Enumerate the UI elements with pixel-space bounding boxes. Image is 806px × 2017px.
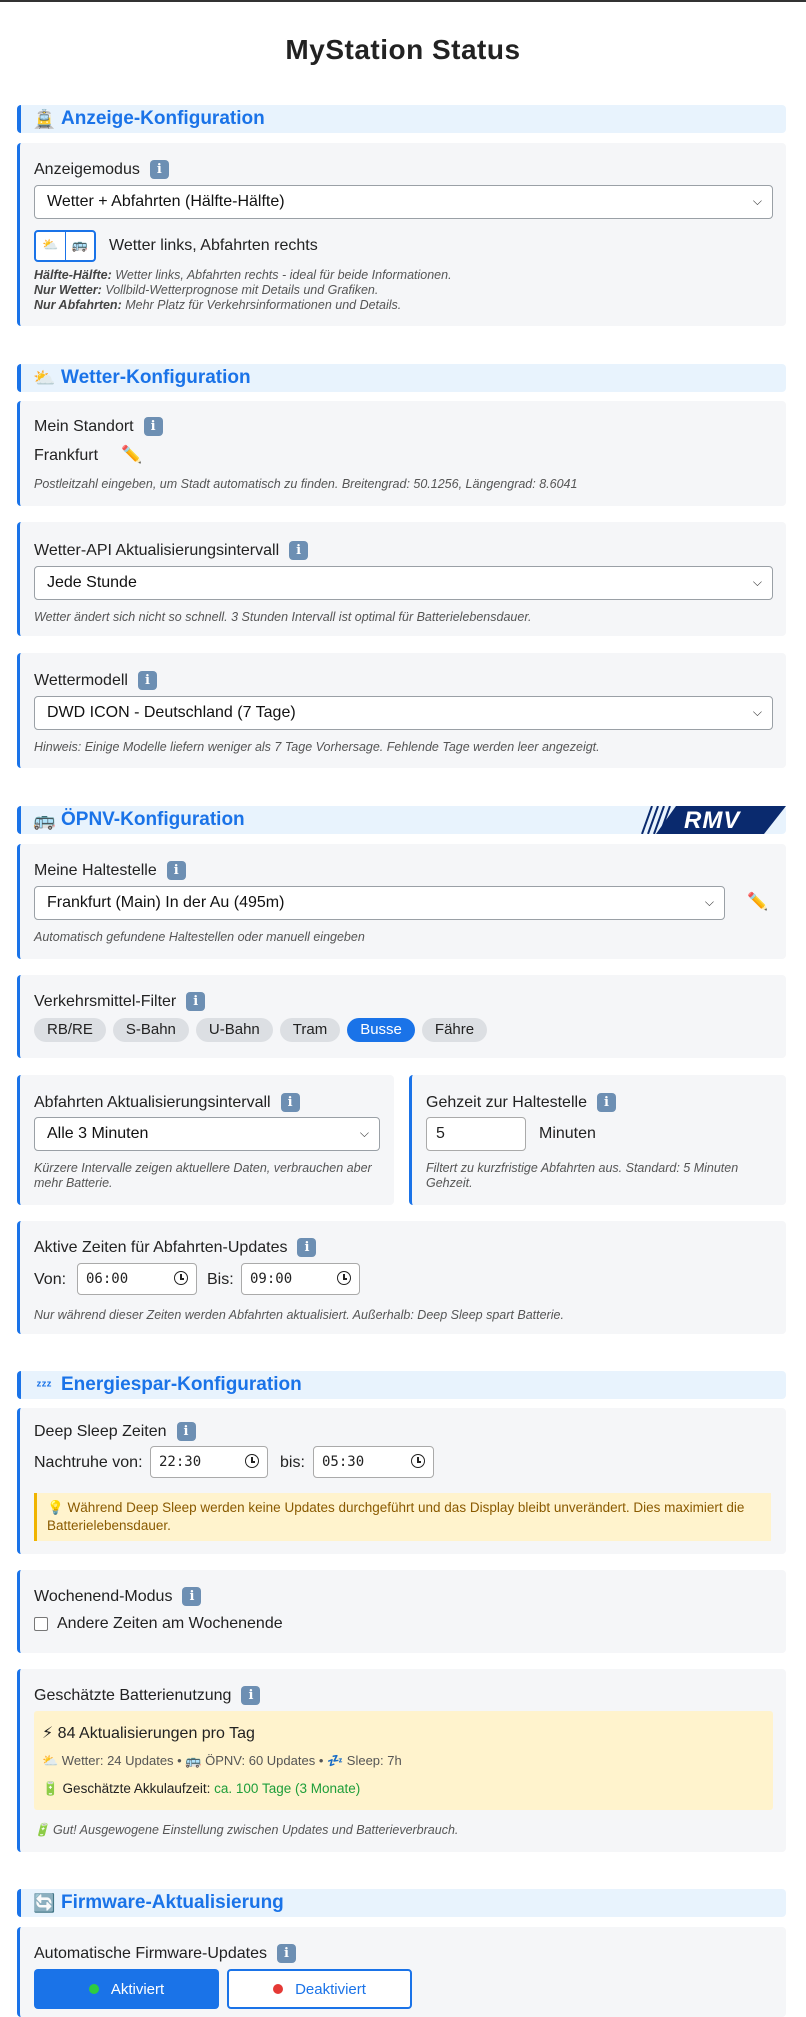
section-title: Anzeige-Konfiguration xyxy=(61,108,265,129)
rmv-logo xyxy=(636,806,786,834)
model-hint: Hinweis: Einige Modelle liefern weniger als 7 Tage Vorhersage. Fehlende Tage werden leer angezeigt. xyxy=(34,740,600,754)
weather-interval-select[interactable] xyxy=(34,566,773,600)
field-label-text: Wettermodell xyxy=(34,671,128,689)
interval-hint: Wetter ändert sich nicht so schnell. 3 Stunden Intervall ist optimal für Batterielebensdauer. xyxy=(34,610,532,624)
select-value: Wetter + Abfahrten (Hälfte-Hälfte) xyxy=(47,193,285,210)
section-title: ÖPNV-Konfiguration xyxy=(61,809,245,830)
card-wochenend-modus xyxy=(17,1570,786,1653)
field-label-text: Gehzeit zur Haltestelle xyxy=(426,1093,587,1111)
stop-hint: Automatisch gefundene Haltestellen oder manuell eingeben xyxy=(34,930,365,944)
section-header-oepnv xyxy=(17,806,786,834)
button-label: Aktiviert xyxy=(110,1980,165,1998)
chevron-down-icon: ⌵ xyxy=(359,1126,369,1140)
battery-runtime-label: 🔋 Geschätzte Akkulaufzeit: xyxy=(42,1781,211,1796)
field-label xyxy=(34,1422,196,1441)
hint-text: Vollbild-Wetterprognose mit Details und Grafiken. xyxy=(101,283,379,297)
field-label-text: Verkehrsmittel-Filter xyxy=(34,992,177,1010)
select-value: Frankfurt (Main) In der Au (495m) xyxy=(47,894,285,911)
filter-pill-s-bahn[interactable]: S-Bahn xyxy=(113,1018,189,1042)
card-wetter-intervall xyxy=(17,522,786,636)
walk-time-input[interactable] xyxy=(426,1117,526,1151)
field-label-text: Mein Standort xyxy=(34,417,134,435)
clock-icon[interactable] xyxy=(245,1454,259,1468)
field-label xyxy=(34,1587,201,1606)
info-icon[interactable]: i xyxy=(144,417,163,436)
walk-time-hint: Filtert zu kurzfristige Abfahrten aus. Standard: 5 Minuten Gehzeit. xyxy=(426,1161,739,1190)
card-batterienutzung xyxy=(17,1669,786,1852)
card-abfahrt-intervall xyxy=(17,1075,394,1205)
location-value: Frankfurt xyxy=(34,447,99,464)
field-label-text: Deep Sleep Zeiten xyxy=(34,1422,167,1440)
field-label-text: Meine Haltestelle xyxy=(34,861,157,879)
card-aktive-zeiten xyxy=(17,1221,786,1334)
chevron-down-icon: ⌵ xyxy=(752,575,762,589)
departure-interval-hint: Kürzere Intervalle zeigen aktuellere Daten, verbrauchen aber mehr Batterie. xyxy=(34,1161,372,1190)
select-value: Alle 3 Minuten xyxy=(47,1125,149,1142)
pencil-icon[interactable]: ✏️ xyxy=(121,445,143,464)
filter-pills xyxy=(34,1018,494,1042)
info-icon[interactable]: i xyxy=(167,861,186,880)
card-standort xyxy=(17,401,786,506)
red-dot-icon xyxy=(273,1984,283,1994)
select-value: DWD ICON - Deutschland (7 Tage) xyxy=(47,704,296,721)
sun-cloud-icon: ⛅ xyxy=(33,367,56,388)
field-label xyxy=(426,1093,616,1112)
night-to-time-input[interactable] xyxy=(313,1446,434,1478)
hint-text: Mehr Platz für Verkehrsinformationen und Details. xyxy=(121,298,402,312)
field-label xyxy=(34,861,186,880)
card-gehzeit xyxy=(409,1075,786,1205)
card-wettermodell xyxy=(17,653,786,768)
weekend-checkbox-label: Andere Zeiten am Wochenende xyxy=(57,1615,283,1632)
section-title: Firmware-Aktualisierung xyxy=(61,1892,284,1913)
update-breakdown: ⛅ Wetter: 24 Updates • 🚌 ÖPNV: 60 Updates • 💤 Sleep: 7h xyxy=(42,1753,402,1768)
section-title: Wetter-Konfiguration xyxy=(61,367,251,388)
night-from-label: Nachtruhe von: xyxy=(34,1454,143,1471)
active-from-time-input[interactable] xyxy=(77,1263,197,1295)
button-label: Deaktiviert xyxy=(295,1980,366,1998)
field-label xyxy=(34,1944,296,1963)
info-icon[interactable]: i xyxy=(182,1587,201,1606)
firmware-enable-button[interactable] xyxy=(34,1969,219,2009)
weekend-checkbox-row xyxy=(34,1615,283,1633)
field-label-text: Automatische Firmware-Updates xyxy=(34,1944,267,1962)
time-value: 06:00 xyxy=(86,1271,129,1287)
info-icon[interactable]: i xyxy=(186,992,205,1011)
field-label xyxy=(34,541,308,560)
field-label xyxy=(34,1093,300,1112)
weekend-checkbox[interactable] xyxy=(34,1617,48,1631)
mode-hints xyxy=(34,268,452,313)
chevron-down-icon: ⌵ xyxy=(752,705,762,719)
info-icon[interactable]: i xyxy=(289,541,308,560)
select-value: Jede Stunde xyxy=(47,574,137,591)
bus-icon: 🚌 xyxy=(33,809,56,830)
display-mode-select[interactable] xyxy=(34,185,773,219)
field-label xyxy=(34,1238,316,1257)
sun-cloud-icon: ⛅ xyxy=(36,232,66,260)
page-title: MyStation Status xyxy=(285,34,521,65)
location-hint: Postleitzahl eingeben, um Stadt automatisch zu finden. Breitengrad: 50.1256, Längengrad: 8.6041 xyxy=(34,477,578,491)
field-label-text: Abfahrten Aktualisierungsintervall xyxy=(34,1093,271,1111)
section-title: Energiespar-Konfiguration xyxy=(61,1374,302,1395)
filter-pill-u-bahn[interactable]: U-Bahn xyxy=(196,1018,273,1042)
stop-select[interactable] xyxy=(34,886,725,920)
time-value: 05:30 xyxy=(322,1454,365,1470)
layout-preview-label: Wetter links, Abfahrten rechts xyxy=(109,237,318,254)
hint-key: Hälfte-Hälfte: xyxy=(34,268,112,282)
time-value: 09:00 xyxy=(250,1271,293,1287)
to-label: Bis: xyxy=(207,1271,234,1288)
hint-key: Nur Wetter: xyxy=(34,283,102,297)
hint-key: Nur Abfahrten: xyxy=(34,298,122,312)
card-verkehrsmittel xyxy=(17,975,786,1058)
pencil-icon[interactable]: ✏️ xyxy=(747,892,769,911)
clock-icon[interactable] xyxy=(174,1271,188,1285)
hint-text: Wetter links, Abfahrten rechts - ideal für beide Informationen. xyxy=(111,268,452,282)
refresh-icon: 🔄 xyxy=(33,1892,56,1913)
info-icon[interactable]: i xyxy=(277,1944,296,1963)
info-icon[interactable]: i xyxy=(597,1093,616,1112)
sleep-zzz-icon: ᶻᶻᶻ xyxy=(36,1377,52,1393)
section-header-wetter xyxy=(17,364,786,392)
night-to-label: bis: xyxy=(280,1454,305,1471)
field-label xyxy=(34,671,157,690)
card-anzeigemodus xyxy=(17,143,786,326)
field-label xyxy=(34,160,169,179)
section-header-firmware xyxy=(17,1889,786,1917)
filter-pill-faehre[interactable]: Fähre xyxy=(422,1018,487,1042)
card-firmware xyxy=(17,1927,786,2017)
battery-runtime-value: ca. 100 Tage (3 Monate) xyxy=(214,1781,361,1796)
time-value: 22:30 xyxy=(159,1454,202,1470)
section-header-energie xyxy=(17,1371,786,1399)
filter-pill-busse[interactable]: Busse xyxy=(347,1018,415,1042)
field-label xyxy=(34,992,205,1011)
updates-per-day: ⚡ 84 Aktualisierungen pro Tag xyxy=(42,1725,255,1742)
filter-pill-rb-re[interactable]: RB/RE xyxy=(34,1018,106,1042)
card-haltestelle xyxy=(17,844,786,959)
rmv-logo-text: RMV xyxy=(684,807,741,834)
clock-icon[interactable] xyxy=(337,1271,351,1285)
chevron-down-icon: ⌵ xyxy=(752,194,762,208)
info-icon[interactable]: i xyxy=(177,1422,196,1441)
active-to-time-input[interactable] xyxy=(241,1263,360,1295)
walk-time-unit: Minuten xyxy=(539,1125,596,1142)
chevron-down-icon: ⌵ xyxy=(704,895,714,909)
filter-pill-tram[interactable]: Tram xyxy=(280,1018,340,1042)
tram-icon: 🚊 xyxy=(33,108,56,129)
departure-interval-select[interactable] xyxy=(34,1117,380,1151)
from-label: Von: xyxy=(34,1271,67,1288)
weather-model-select[interactable] xyxy=(34,696,773,730)
info-icon[interactable]: i xyxy=(297,1238,316,1257)
firmware-disable-button[interactable] xyxy=(227,1969,412,2009)
field-label-text: Wetter-API Aktualisierungsintervall xyxy=(34,541,280,559)
green-dot-icon xyxy=(89,1984,99,1994)
section-header-anzeige xyxy=(17,105,786,133)
field-label xyxy=(34,1686,260,1705)
card-deep-sleep xyxy=(17,1408,786,1554)
field-label xyxy=(34,417,163,436)
active-times-hint: Nur während dieser Zeiten werden Abfahrten aktualisiert. Außerhalb: Deep Sleep spart Batterie. xyxy=(34,1308,564,1322)
info-icon[interactable]: i xyxy=(241,1686,260,1705)
info-icon[interactable]: i xyxy=(281,1093,300,1112)
battery-hint: 🔋 Gut! Ausgewogene Einstellung zwischen Updates und Batterieverbrauch. xyxy=(34,1823,459,1837)
walk-time-value: 5 xyxy=(436,1125,445,1142)
field-label-text: Wochenend-Modus xyxy=(34,1587,173,1605)
field-label-text: Anzeigemodus xyxy=(34,160,140,178)
field-label-text: Aktive Zeiten für Abfahrten-Updates xyxy=(34,1238,288,1256)
clock-icon[interactable] xyxy=(411,1454,425,1468)
battery-runtime xyxy=(42,1781,360,1797)
layout-preview xyxy=(34,230,96,262)
info-icon[interactable]: i xyxy=(150,160,169,179)
field-label-text: Geschätzte Batterienutzung xyxy=(34,1686,232,1704)
bus-icon: 🚌 xyxy=(71,237,88,252)
night-from-time-input[interactable] xyxy=(150,1446,268,1478)
battery-summary-box xyxy=(34,1711,773,1810)
info-icon[interactable]: i xyxy=(138,671,157,690)
deep-sleep-warning: 💡 Während Deep Sleep werden keine Updates durchgeführt und das Display bleibt unverändert. Dies maximiert die Batterielebensdauer. xyxy=(34,1493,771,1541)
